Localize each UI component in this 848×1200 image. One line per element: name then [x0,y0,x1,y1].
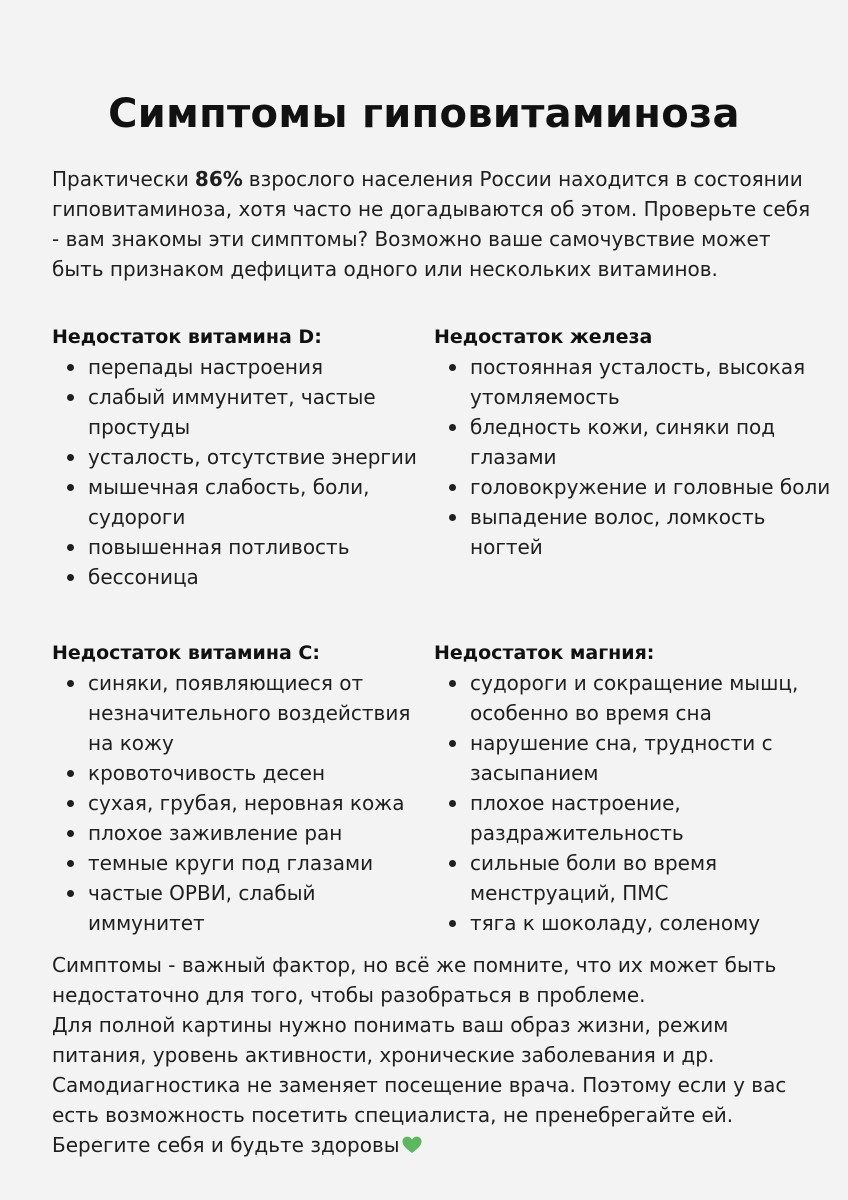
outro-closing [52,1130,814,1162]
intro-paragraph [52,164,814,284]
intro-after: взрослого населения России находится в состоянии гиповитаминоза, хотя часто не догадываются об этом. Проверьте себя - вам знакомы эти симптомы? Возможно ваше самочувствие может быть признаком дефицита одного или нескольких витаминов. [52,167,811,281]
closing-text: Берегите себя и будьте здоровы [52,1133,400,1157]
list-item: мышечная слабость, боли, судороги [52,472,432,532]
symptom-list-magnesium [434,668,834,938]
list-item: постоянная усталость, высокая утомляемость [434,352,834,412]
section-title-iron: Недостаток железа [434,326,653,348]
list-item: судороги и сокращение мышц, особенно во время сна [434,668,834,728]
list-item: тяга к шоколаду, соленому [434,908,834,938]
outro-line: Симптомы - важный фактор, но всё же помните, что их может быть недостаточно для того, чтобы разобраться в проблеме. [52,953,777,1007]
list-item: усталость, отсутствие энергии [52,442,432,472]
symptoms-grid [52,322,831,950]
outro-text [52,950,814,1162]
list-item: выпадение волос, ломкость ногтей [434,502,834,562]
list-item: сильные боли во время менструаций, ПМС [434,848,834,908]
list-item: слабый иммунитет, частые простуды [52,382,432,442]
section-magnesium [434,638,834,938]
intro-before: Практически [52,167,189,191]
list-item: синяки, появляющиеся от незначительного воздействия на кожу [52,668,432,758]
section-iron [434,322,834,562]
symptom-list-vitamin-d [52,352,432,592]
symptom-list-vitamin-c [52,668,432,938]
list-item: бледность кожи, синяки под глазами [434,412,834,472]
symptom-list-iron [434,352,834,562]
section-vitamin-d [52,322,432,592]
section-title-vitamin-c: Недостаток витамина C: [52,642,320,664]
list-item: частые ОРВИ, слабый иммунитет [52,878,432,938]
list-item: повышенная потливость [52,532,432,562]
intro-percent: 86% [194,167,243,191]
list-item: плохое настроение, раздражительность [434,788,834,848]
list-item: нарушение сна, трудности с засыпанием [434,728,834,788]
list-item: сухая, грубая, неровная кожа [52,788,432,818]
section-title-vitamin-d: Недостаток витамина D: [52,326,322,348]
outro-line: Самодиагностика не заменяет посещение врача. Поэтому если у вас есть возможность посетить специалиста, не пренебрегайте ей. [52,1073,787,1127]
list-item: бессоница [52,562,432,592]
list-item: перепады настроения [52,352,432,382]
green-heart-icon [402,1132,422,1162]
section-vitamin-c [52,638,432,938]
list-item: темные круги под глазами [52,848,432,878]
list-item: кровоточивость десен [52,758,432,788]
outro-line: Для полной картины нужно понимать ваш образ жизни, режим питания, уровень активности, хронические заболевания и др. [52,1013,729,1067]
page-title: Симптомы гиповитаминоза [108,91,740,137]
list-item: головокружение и головные боли [434,472,834,502]
list-item: плохое заживление ран [52,818,432,848]
section-title-magnesium: Недостаток магния: [434,642,655,664]
